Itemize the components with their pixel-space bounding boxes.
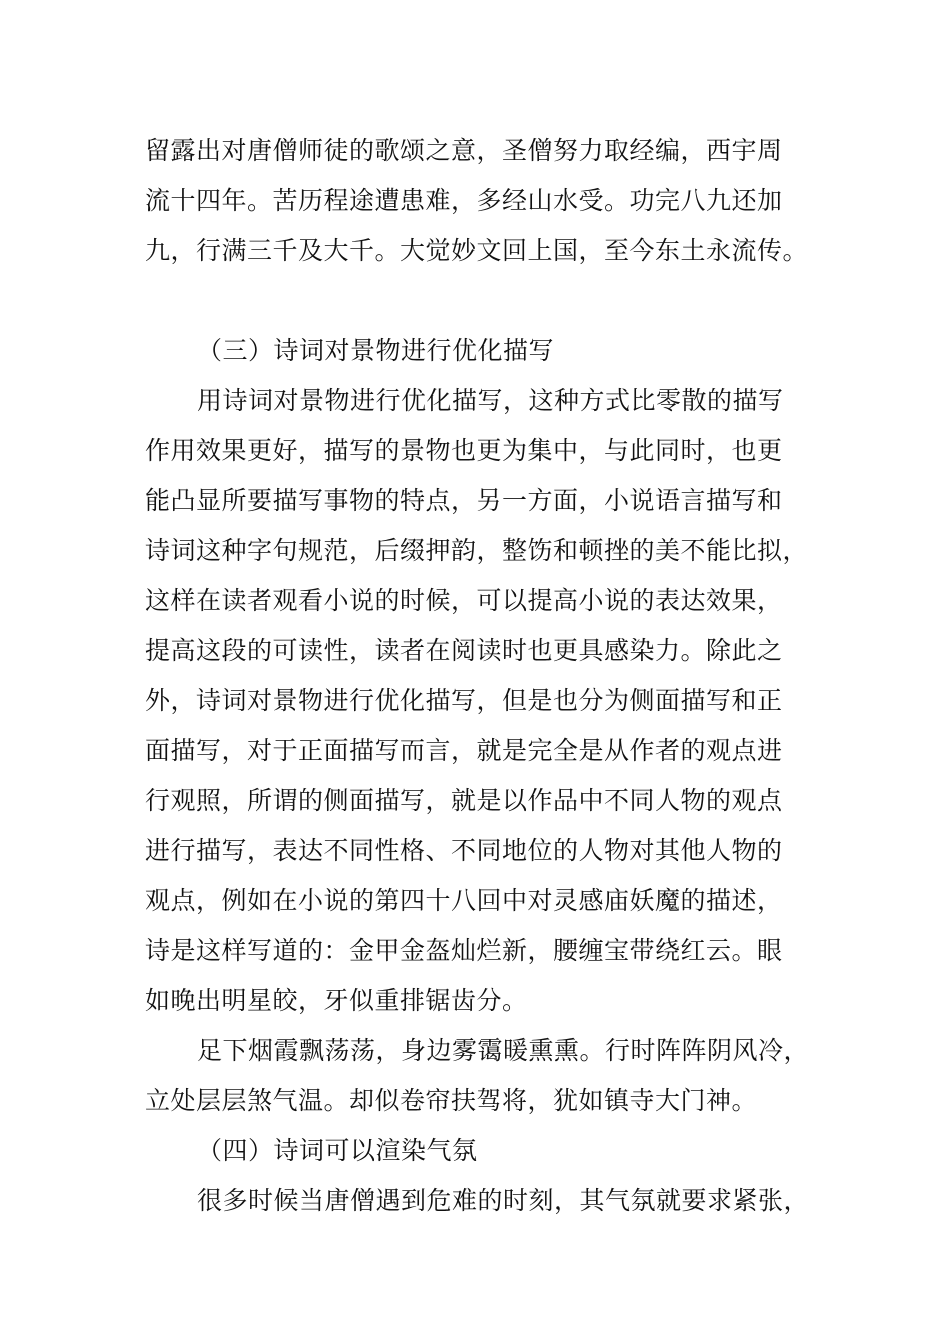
section-heading: （四）诗词可以渲染气氛 bbox=[197, 1136, 478, 1165]
text-line: 足下烟霞飘荡荡，身边雾霭暖熏熏。行时阵阵阴风冷， bbox=[197, 1036, 810, 1065]
text-line: 外，诗词对景物进行优化描写，但是也分为侧面描写和正 bbox=[145, 686, 783, 715]
text-line: 观点，例如在小说的第四十八回中对灵感庙妖魔的描述， bbox=[145, 886, 783, 915]
text-line: 面描写，对于正面描写而言，就是完全是从作者的观点进 bbox=[145, 736, 783, 765]
text-line: 如晚出明星皎，牙似重排锯齿分。 bbox=[145, 986, 528, 1015]
text-line: 留露出对唐僧师徒的歌颂之意，圣僧努力取经编，西宇周 bbox=[145, 136, 783, 165]
text-line: 诗是这样写道的：金甲金盔灿烂新，腰缠宝带绕红云。眼 bbox=[145, 936, 783, 965]
text-line: 九，行满三千及大千。大觉妙文回上国，至今东土永流传。 bbox=[145, 236, 809, 265]
text-line: 诗词这种字句规范，后缀押韵，整饬和顿挫的美不能比拟， bbox=[145, 536, 809, 565]
text-line: 流十四年。苦历程途遭患难，多经山水受。功完八九还加 bbox=[145, 186, 783, 215]
text-line: 提高这段的可读性，读者在阅读时也更具感染力。除此之 bbox=[145, 636, 783, 665]
text-line: 行观照，所谓的侧面描写，就是以作品中不同人物的观点 bbox=[145, 786, 783, 815]
text-line: 作用效果更好，描写的景物也更为集中，与此同时，也更 bbox=[145, 436, 783, 465]
text-line: 立处层层煞气温。却似卷帘扶驾将，犹如镇寺大门神。 bbox=[145, 1086, 758, 1115]
text-line: 这样在读者观看小说的时候，可以提高小说的表达效果， bbox=[145, 586, 783, 615]
section-heading: （三）诗词对景物进行优化描写 bbox=[197, 336, 555, 365]
text-line: 很多时候当唐僧遇到危难的时刻，其气氛就要求紧张， bbox=[197, 1186, 810, 1215]
text-line: 用诗词对景物进行优化描写，这种方式比零散的描写 bbox=[197, 386, 784, 415]
text-line: 能凸显所要描写事物的特点，另一方面，小说语言描写和 bbox=[145, 486, 783, 515]
text-line: 进行描写，表达不同性格、不同地位的人物对其他人物的 bbox=[145, 836, 783, 865]
